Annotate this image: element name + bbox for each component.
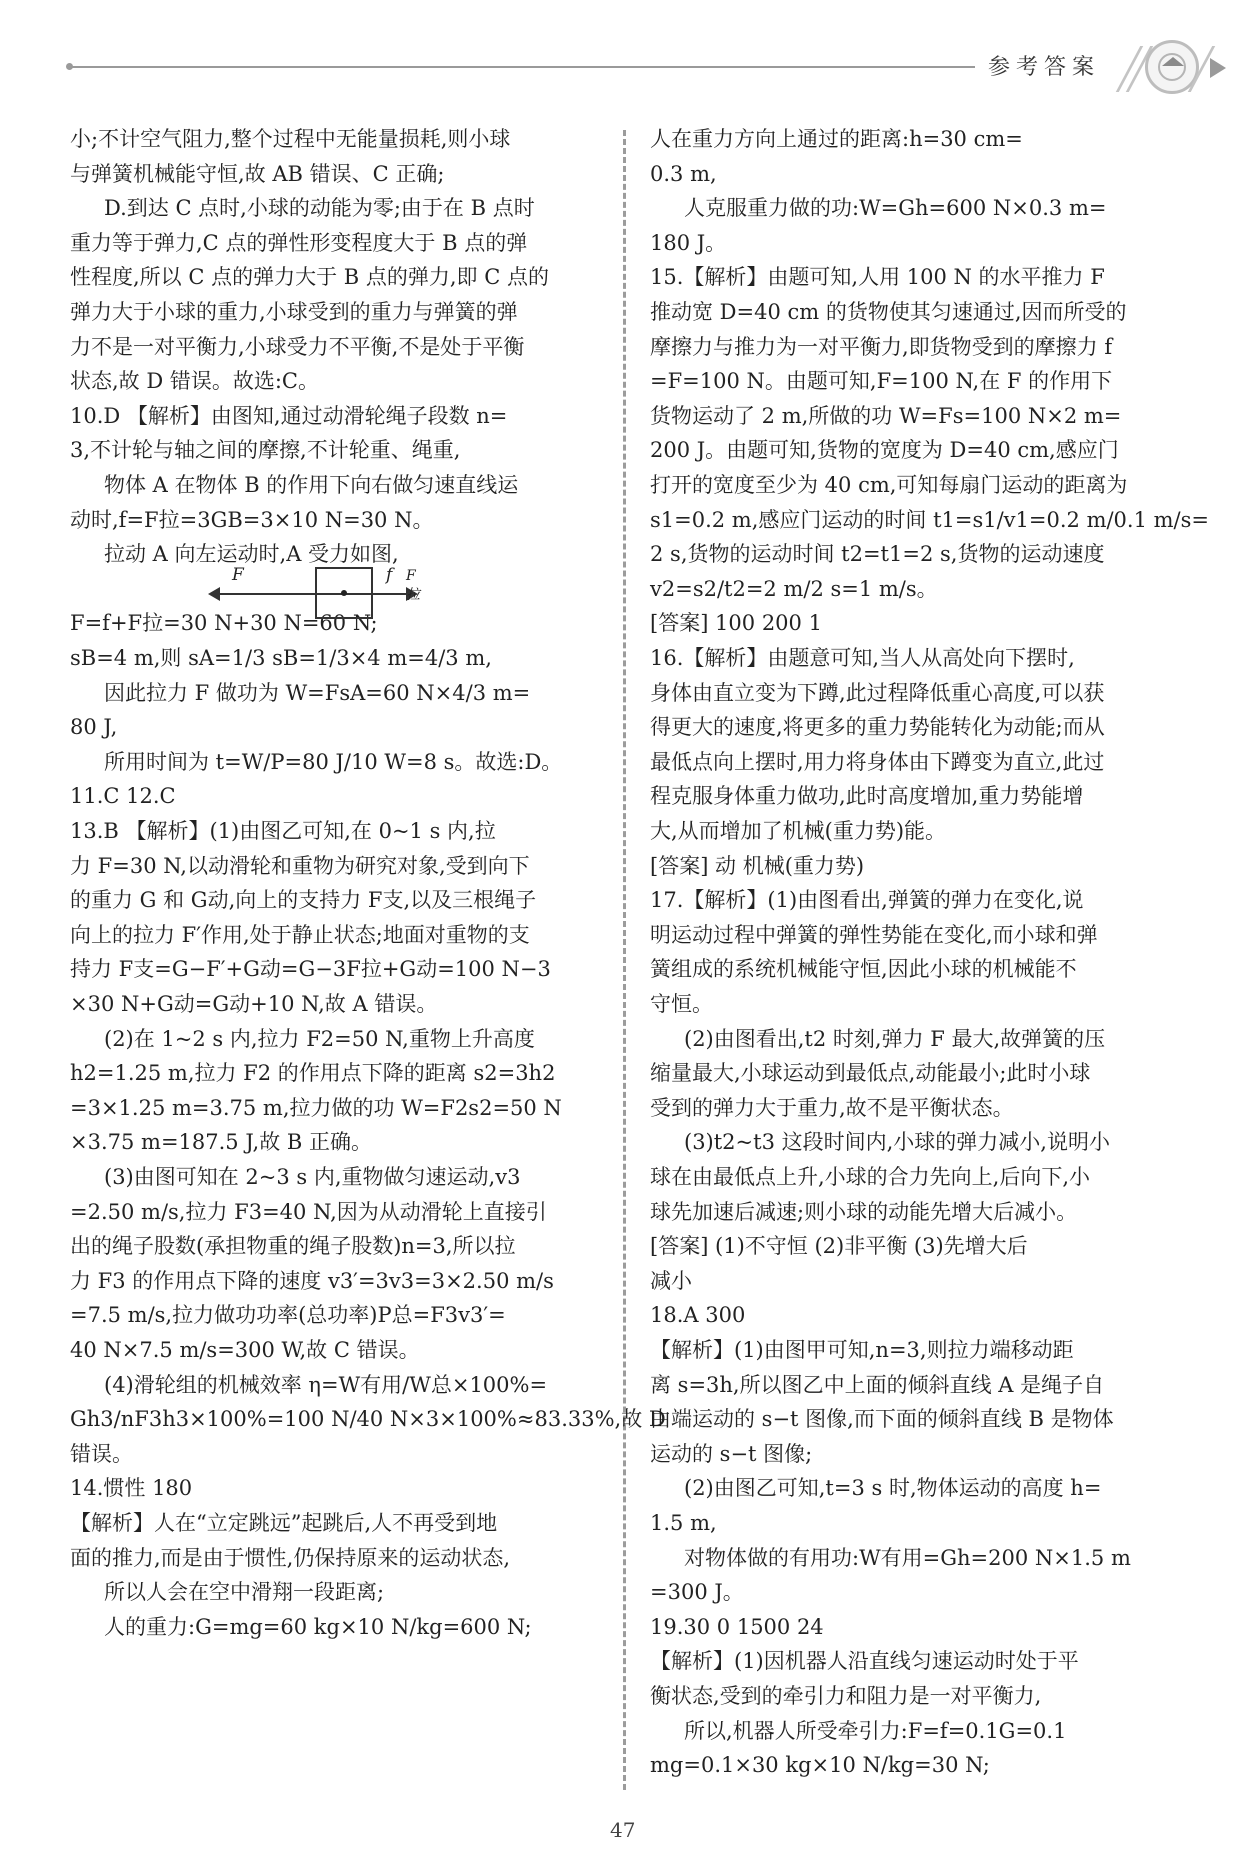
force-label-right-2: F拉: [406, 568, 420, 603]
right-text-line: 所以,机器人所受牵引力:F=f=0.1G=0.1: [684, 1718, 1067, 1743]
left-text-line: 性程度,所以 C 点的弹力大于 B 点的弹力,即 C 点的: [70, 265, 549, 290]
right-text-line: 对物体做的有用功:W有用=Gh=200 N×1.5 m: [684, 1545, 1131, 1570]
right-text-line: 15.【解析】由题可知,人用 100 N 的水平推力 F: [650, 265, 1105, 290]
right-text-line: 缩量最大,小球运动到最低点,动能最小;此时小球: [650, 1061, 1091, 1086]
left-text-line: =3×1.25 m=3.75 m,拉力做的功 W=F2s2=50 N: [70, 1095, 562, 1120]
right-text-line: 簧组成的系统机械能守恒,因此小球的机械能不: [650, 957, 1077, 982]
left-text-line: 所用时间为 t=W/P=80 J/10 W=8 s。故选:D。: [104, 749, 563, 774]
left-text-line: D.到达 C 点时,小球的动能为零;由于在 B 点时: [104, 196, 535, 221]
arrow-left-icon: [208, 587, 220, 601]
right-text-line: 180 J。: [650, 230, 727, 255]
right-text-line: =F=100 N。由题可知,F=100 N,在 F 的作用下: [650, 369, 1113, 394]
right-text-line: 货物运动了 2 m,所做的功 W=Fs=100 N×2 m=: [650, 403, 1122, 428]
right-text-line: 得更大的速度,将更多的重力势能转化为动能;而从: [650, 715, 1105, 740]
right-text-line: mg=0.1×30 kg×10 N/kg=30 N;: [650, 1753, 990, 1778]
right-text-line: =300 J。: [650, 1580, 744, 1605]
left-text-line: 【解析】人在“立定跳远”起跳后,人不再受到地: [70, 1511, 498, 1535]
left-text-line: =2.50 m/s,拉力 F3=40 N,因为从动滑轮上直接引: [70, 1199, 547, 1224]
left-text-line: (2)在 1~2 s 内,拉力 F2=50 N,重物上升高度: [104, 1026, 535, 1051]
left-text-line: 状态,故 D 错误。故选:C。: [70, 369, 320, 394]
right-text-line: 16.【解析】由题意可知,当人从高处向下摆时,: [650, 646, 1075, 670]
right-text-line: 身体由直立变为下蹲,此过程降低重心高度,可以获: [650, 680, 1105, 705]
right-text-line: [答案] 100 200 1: [650, 611, 822, 636]
right-text-line: 明运动过程中弹簧的弹性势能在变化,而小球和弹: [650, 922, 1098, 947]
left-text-line: 3,不计轮与轴之间的摩擦,不计轮重、绳重,: [70, 438, 461, 463]
left-text-line: (3)由图可知在 2~3 s 内,重物做匀速运动,v3: [104, 1165, 521, 1189]
right-text-line: (2)由图看出,t2 时刻,弹力 F 最大,故弹簧的压: [684, 1026, 1106, 1051]
left-text-line: 拉动 A 向左运动时,A 受力如图,: [104, 542, 399, 567]
right-text-line: 程克服身体重力做功,此时高度增加,重力势能增: [650, 784, 1084, 809]
left-text-line: ×30 N+G动=G动+10 N,故 A 错误。: [70, 992, 438, 1016]
right-text-line: 衡状态,受到的牵引力和阻力是一对平衡力,: [650, 1684, 1042, 1708]
left-text-line: 向上的拉力 F′作用,处于静止状态;地面对重物的支: [70, 922, 530, 947]
right-text-line: [答案] 动 机械(重力势): [650, 853, 865, 878]
left-text-line: 持力 F支=G−F′+G动=G−3F拉+G动=100 N−3: [70, 957, 551, 982]
right-text-line: v2=s2/t2=2 m/2 s=1 m/s。: [650, 576, 938, 601]
right-text-line: 摩擦力与推力为一对平衡力,即货物受到的摩擦力 f: [650, 334, 1113, 359]
right-text-line: 【解析】(1)由图甲可知,n=3,则拉力端移动距: [650, 1338, 1074, 1362]
page-number: 47: [610, 1818, 636, 1842]
left-text-line: 弹力大于小球的重力,小球受到的重力与弹簧的弹: [70, 300, 518, 324]
left-text-line: 的重力 G 和 G动,向上的支持力 F支,以及三根绳子: [70, 888, 537, 913]
right-text-line: s1=0.2 m,感应门运动的时间 t1=s1/v1=0.2 m/0.1 m/s=: [650, 507, 1209, 532]
right-text-line: (2)由图乙可知,t=3 s 时,物体运动的高度 h=: [684, 1476, 1102, 1501]
right-text-line: 受到的弹力大于重力,故不是平衡状态。: [650, 1095, 1014, 1120]
left-text-line: 力 F3 的作用点下降的速度 v3′=3v3=3×2.50 m/s: [70, 1268, 554, 1293]
header-title: 参考答案: [988, 55, 1101, 80]
left-text-line: 10.D 【解析】由图知,通过动滑轮绳子段数 n=: [70, 403, 508, 428]
right-text-line: 球在由最低点上升,小球的合力先向上,后向下,小: [650, 1165, 1091, 1189]
right-text-line: 由端运动的 s−t 图像,而下面的倾斜直线 B 是物体: [650, 1407, 1114, 1432]
right-text-line: 19.30 0 1500 24: [650, 1614, 824, 1639]
right-text-line: 减小: [650, 1268, 692, 1293]
right-text-line: 运动的 s−t 图像;: [650, 1441, 813, 1466]
right-text-line: (3)t2~t3 这段时间内,小球的弹力减小,说明小: [684, 1130, 1110, 1155]
left-text-line: Gh3/nF3h3×100%=100 N/40 N×3×100%≈83.33%,故 D: [70, 1407, 666, 1432]
right-text-line: 守恒。: [650, 992, 713, 1016]
left-text-line: 11.C 12.C: [70, 784, 176, 809]
right-text-line: 大,从而增加了机械(重力势)能。: [650, 819, 947, 843]
left-text-line: 所以人会在空中滑翔一段距离;: [104, 1580, 385, 1605]
right-text-line: 【解析】(1)因机器人沿直线匀速运动时处于平: [650, 1649, 1079, 1674]
left-text-line: =7.5 m/s,拉力做功功率(总功率)P总=F3v3′=: [70, 1303, 506, 1328]
force-axis-line: [216, 593, 406, 595]
left-text-line: 重力等于弹力,C 点的弹性形变程度大于 B 点的弹: [70, 230, 528, 255]
left-text-line: 错误。: [70, 1441, 133, 1466]
left-text-line: 14.惯性 180: [70, 1476, 193, 1501]
right-text-line: 2 s,货物的运动时间 t2=t1=2 s,货物的运动速度: [650, 542, 1105, 567]
right-text-line: 球先加速后减速;则小球的动能先增大后减小。: [650, 1199, 1078, 1224]
left-text-line: 力不是一对平衡力,小球受力不平衡,不是处于平衡: [70, 334, 525, 359]
right-text-line: 最低点向上摆时,用力将身体由下蹲变为直立,此过: [650, 749, 1105, 774]
force-label-left: F: [232, 565, 244, 585]
right-text-line: 0.3 m,: [650, 161, 717, 186]
left-text-line: 小;不计空气阻力,整个过程中无能量损耗,则小球: [70, 127, 511, 151]
right-text-line: 打开的宽度至少为 40 cm,可知每扇门运动的距离为: [650, 473, 1128, 497]
force-label-right: f: [386, 565, 393, 585]
left-text-line: 人的重力:G=mg=60 kg×10 N/kg=600 N;: [104, 1614, 532, 1639]
column-divider: [623, 130, 626, 1790]
right-text-line: 1.5 m,: [650, 1511, 717, 1535]
left-text-line: 与弹簧机械能守恒,故 AB 错误、C 正确;: [70, 161, 445, 186]
header-rule: [70, 66, 975, 68]
right-text-line: 人在重力方向上通过的距离:h=30 cm=: [650, 127, 1023, 151]
left-text-line: 80 J,: [70, 715, 118, 740]
right-text-line: 17.【解析】(1)由图看出,弹簧的弹力在变化,说: [650, 888, 1084, 913]
left-text-line: 40 N×7.5 m/s=300 W,故 C 错误。: [70, 1338, 420, 1362]
right-text-line: 离 s=3h,所以图乙中上面的倾斜直线 A 是绳子自: [650, 1372, 1105, 1397]
left-text-line: F=f+F拉=30 N+30 N=60 N;: [70, 611, 378, 636]
center-point: [341, 590, 347, 596]
left-text-line: 因此拉力 F 做功为 W=FsA=60 N×4/3 m=: [104, 680, 531, 705]
left-text-line: ×3.75 m=187.5 J,故 B 正确。: [70, 1130, 372, 1155]
left-text-line: 13.B 【解析】(1)由图乙可知,在 0~1 s 内,拉: [70, 819, 496, 843]
left-text-line: sB=4 m,则 sA=1/3 sB=1/3×4 m=4/3 m,: [70, 646, 492, 670]
right-text-line: 推动宽 D=40 cm 的货物使其匀速通过,因而所受的: [650, 300, 1127, 324]
right-text-line: 人克服重力做的功:W=Gh=600 N×0.3 m=: [684, 196, 1107, 221]
left-text-line: (4)滑轮组的机械效率 η=W有用/W总×100%=: [104, 1372, 548, 1397]
left-text-line: 动时,f=F拉=3GB=3×10 N=30 N。: [70, 507, 434, 532]
left-text-line: h2=1.25 m,拉力 F2 的作用点下降的距离 s2=3h2: [70, 1061, 556, 1086]
left-text-line: 出的绳子股数(承担物重的绳子股数)n=3,所以拉: [70, 1234, 516, 1259]
left-text-line: 面的推力,而是由于惯性,仍保持原来的运动状态,: [70, 1545, 511, 1570]
right-text-line: 18.A 300: [650, 1303, 746, 1328]
right-text-line: 200 J。由题可知,货物的宽度为 D=40 cm,感应门: [650, 438, 1119, 463]
right-text-line: [答案] (1)不守恒 (2)非平衡 (3)先增大后: [650, 1234, 1028, 1259]
left-text-line: 力 F=30 N,以动滑轮和重物为研究对象,受到向下: [70, 853, 530, 878]
left-text-line: 物体 A 在物体 B 的作用下向右做匀速直线运: [104, 473, 519, 497]
arrow-right-icon: [1210, 58, 1226, 78]
